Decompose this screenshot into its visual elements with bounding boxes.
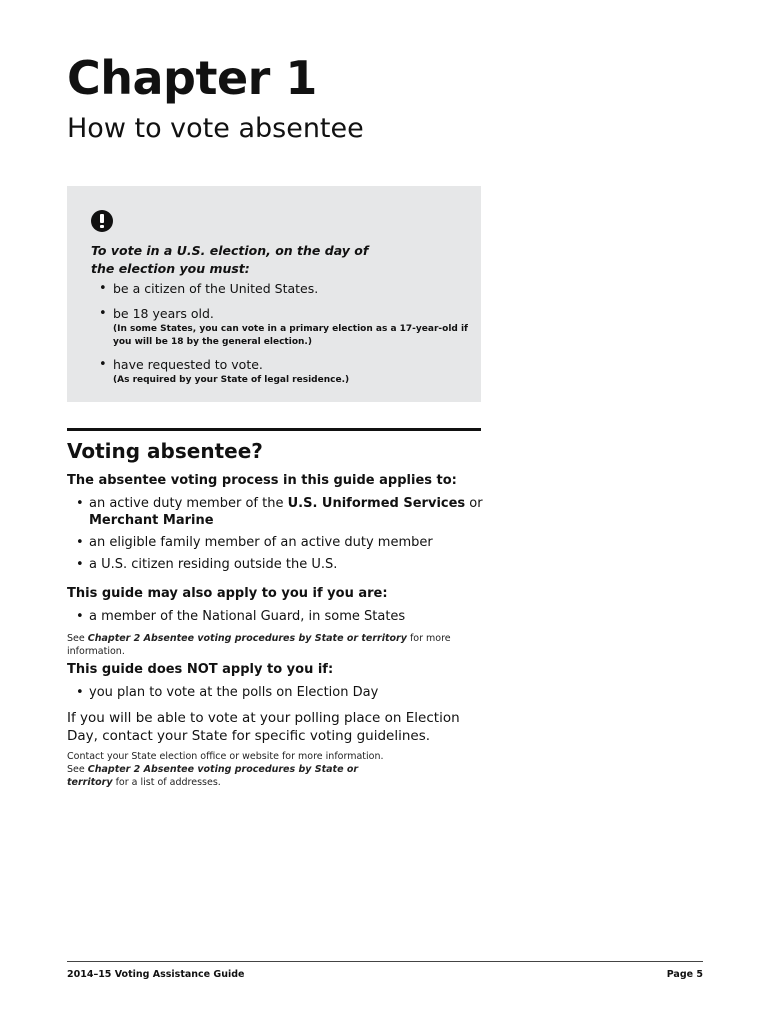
- also-note: [67, 632, 487, 658]
- applies-heading: The absentee voting process in this guide applies to:: [67, 473, 457, 488]
- list-item: [67, 495, 487, 529]
- footer-divider: [67, 961, 703, 962]
- also-heading: This guide may also apply to you if you are:: [67, 586, 388, 601]
- list-item-text: an active duty member of the: [89, 496, 288, 511]
- applies-list: [67, 495, 487, 573]
- note-text: See: [67, 633, 88, 644]
- list-item: • a member of the National Guard, in some States: [67, 608, 487, 625]
- note-reference: Chapter 2 Absentee voting procedures by State or territory: [67, 764, 359, 788]
- callout-intro: To vote in a U.S. election, on the day of the election you must:: [91, 243, 369, 276]
- callout-item-text: • have requested to vote.: [113, 357, 263, 372]
- callout-item-note: (In some States, you can vote in a primary election as a 17-year-old if you will be 18 by the general election.): [113, 324, 468, 347]
- section-title: Voting absentee?: [67, 439, 263, 463]
- callout-list: [99, 280, 469, 394]
- callout-item-citizen: [99, 280, 469, 298]
- not-heading: This guide does NOT apply to you if:: [67, 662, 334, 677]
- callout-item-request: [99, 356, 469, 387]
- callout-item-text: • be a citizen of the United States.: [113, 281, 319, 296]
- not-note: [67, 750, 397, 789]
- not-list: [67, 684, 487, 701]
- section-divider: [67, 428, 481, 431]
- callout-item-note: (As required by your State of legal residence.): [113, 375, 350, 385]
- also-list: [67, 608, 487, 625]
- note-text: See: [67, 764, 88, 775]
- not-body: If you will be able to vote at your polling place on Election Day, contact your State for specific voting guidelines.: [67, 710, 460, 744]
- note-text: Contact your State election office or website for more information.: [67, 751, 384, 762]
- footer-guide-title: 2014–15 Voting Assistance Guide: [67, 969, 245, 980]
- applies-block: [67, 472, 487, 573]
- list-item-bold: U.S. Uniformed Services: [287, 496, 466, 511]
- chapter-subtitle: How to vote absentee: [67, 113, 364, 144]
- also-block: [67, 585, 487, 658]
- eligibility-callout: [67, 186, 481, 402]
- callout-item-text: • be 18 years old.: [113, 306, 214, 321]
- note-text: for more information.: [67, 633, 451, 657]
- not-block: [67, 661, 487, 789]
- note-text: for a list of addresses.: [112, 777, 221, 788]
- list-item-bold: Merchant Marine: [89, 513, 214, 528]
- note-reference: Chapter 2 Absentee voting procedures by State or territory: [87, 633, 407, 644]
- list-item: • a U.S. citizen residing outside the U.S.: [67, 556, 487, 573]
- callout-item-age: [99, 305, 469, 349]
- list-item: • an eligible family member of an active duty member: [67, 534, 487, 551]
- exclamation-circle-icon: [91, 210, 113, 232]
- list-item-text: or: [465, 496, 483, 511]
- list-item: • you plan to vote at the polls on Election Day: [67, 684, 487, 701]
- page-number: Page 5: [666, 969, 703, 980]
- chapter-title: Chapter 1: [67, 51, 317, 105]
